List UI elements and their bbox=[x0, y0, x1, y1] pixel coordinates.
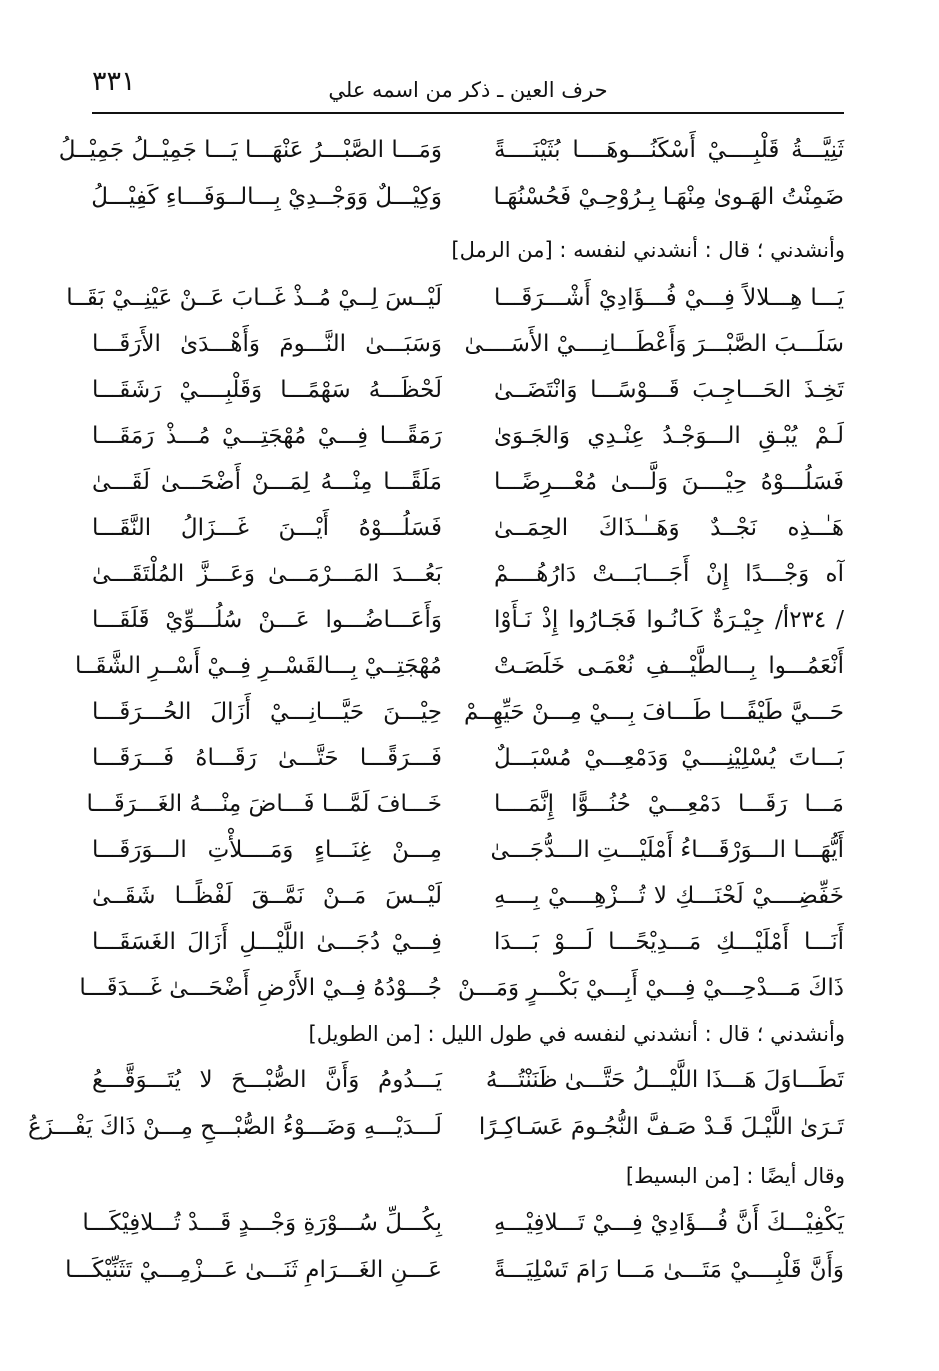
first-hemistich: تَطَـــاوَلَ هَـــذَا اللَّيْـــلُ حَتَّـــىٰ ظَنَنْتُـــهُ bbox=[485, 1067, 844, 1093]
verse-line bbox=[79, 970, 844, 1016]
verse-line bbox=[65, 1252, 844, 1299]
second-hemistich: لَحْظَـــهُ سَهْمًـــا وَقَلْبِــــيْ رَشَقَـــا bbox=[92, 377, 442, 403]
second-hemistich: بَعُـــدَ المَـــرْمَـــىٰ وَعَـــزَّ المُلْتَقَـــىٰ bbox=[92, 561, 442, 587]
verse-line bbox=[92, 694, 844, 740]
verse-block-4 bbox=[65, 1205, 844, 1299]
first-hemistich: هَـٰــذِه نَجْــدٌ وَهَــٰـذَاكَ الحِمَــىٰ bbox=[494, 515, 844, 541]
first-hemistich: تَخِـذَ الحَـــاجِـبَ قَـــوْسًـــا وَانْتَضَــىٰ bbox=[494, 377, 844, 403]
verse-line bbox=[92, 878, 844, 924]
verse-line bbox=[92, 602, 844, 648]
first-hemistich: بَـــاتَ يُسْلِيْنِــــيْ وَدَمْعِـــيْ مُسْبَـــلٌ bbox=[494, 745, 844, 771]
second-hemistich: مُهْجَتِــيْ بِـــالقَسْــرِ فِــيْ أَسْــرِ الشَّقَــا bbox=[74, 653, 442, 679]
verse-line bbox=[92, 924, 844, 970]
verse-line bbox=[92, 740, 844, 786]
second-hemistich: وَكِيْـــلٌ وَوَجْــدِيْ بِـــالــوَفَـــاءِ كَفِيْـــلُ bbox=[91, 184, 442, 210]
second-hemistich: رَمَقًـــا فِـــيْ مُهْجَتِـــيْ مُـــذْ رَمَقَـــا bbox=[92, 423, 442, 449]
second-hemistich: لَيْــسَ مَــنْ نَمَّــقَ لَفْظًــا شَقَــىٰ bbox=[92, 883, 442, 909]
second-hemistich: لَيْــسَ لِــيْ مُــذْ غَــابَ عَــنْ عَيْنِــيْ بَقَــا bbox=[66, 285, 442, 311]
second-hemistich: فَـــرَقًـــا حَتَّـــىٰ رَقَـــاهُ فَـــرَقَـــا bbox=[92, 745, 442, 771]
second-hemistich: خَـــافَ لَمَّـــا فَـــاضَ مِنْـــهُ الغَـــرَقَـــا bbox=[86, 791, 442, 817]
second-hemistich: لَـــدَيْـــهِ وَضَـــوْءُ الصُّبْـــحِ مِـــنْ ذَاكَ يَفْـــزَعُ bbox=[28, 1114, 442, 1140]
first-hemistich: لَـمْ يُبْـقِ الـــوَجْـدُ عِنْـدِي وَالجَـوَىٰ bbox=[494, 423, 844, 449]
verse-line bbox=[92, 1062, 844, 1109]
first-hemistich: سَلَـــبَ الصَّبْـــرَ وَأَعْطَـــانِــــيْ الأَسَــــىٰ bbox=[464, 331, 844, 357]
second-hemistich: مَلَقًـــا مِنْـــهُ لِمَـــنْ أَضْحَـــىٰ لَقَـــىٰ bbox=[92, 469, 442, 495]
first-hemistich: خَفِّضِــــيْ لَحْنَـــكِ لا تُـــزْهِــــيْ بِــــهِ bbox=[494, 883, 844, 909]
second-hemistich: فِـــيْ دُجَـــىٰ اللَّيْـــلِ أَزَالَ الغَسَقَـــا bbox=[92, 929, 442, 955]
second-hemistich: مِـــنْ غِنَـــاءٍ وَمَــــلأْتِ الـــوَرَقَـــا bbox=[92, 837, 442, 863]
verse-line bbox=[92, 510, 844, 556]
verse-block-2 bbox=[66, 280, 844, 1016]
first-hemistich: أَيُّهَـــا الـــوَرْقَـــاءُ أَمْلَيْـــتِ الـــدُّجَـــىٰ bbox=[490, 837, 844, 863]
second-hemistich: وَسَبَـــىٰ النَّـــومَ وَأَهْـــدَىٰ الأَرَقَـــا bbox=[92, 331, 442, 357]
first-hemistich: / ٢٣٤أ/ جِيْـرَةٌ كَـانُـوا فَجَـارُوا إِذْ نَـأَوْا bbox=[494, 607, 844, 633]
second-hemistich: وَأَعَـــاضُـــوا عَـــنْ سُلُـــوِّيْ قَلَقَـــا bbox=[92, 607, 442, 633]
verse-block-1 bbox=[58, 132, 844, 226]
verse-line bbox=[92, 418, 844, 464]
first-hemistich: يَكْفِيْـــكَ أَنَّ فُـــؤَادِيْ فِـــيْ تَـــلافِيْـــهِ bbox=[494, 1210, 844, 1236]
first-hemistich: حَـــيَّ طَيْفًـــا طَـــافَ بِـــيْ مِـــنْ حَيِّهِــمْ bbox=[463, 699, 844, 725]
second-hemistich: عَـــنِ الغَـــرَامِ ثَنَـــىٰ عَـــزْمِـــيْ تَثَنِّيْكَـــا bbox=[65, 1257, 442, 1283]
second-hemistich: جُـــوْدُهُ فِــيْ الأَرْضِ أَضْحَـــىٰ غَـــدَقَـــا bbox=[79, 975, 442, 1001]
verse-line bbox=[74, 648, 844, 694]
first-hemistich: ذَاكَ مَـــدْحِـــيْ فِـــيْ أَبِـــيْ بَكْـــرٍ وَمَـــنْ bbox=[457, 975, 844, 1001]
second-hemistich: بِكُـــلِّ سُـــوْرَةِ وَجْـــدٍ قَـــدْ تُـــلافِيْكَـــا bbox=[82, 1210, 442, 1236]
verse-line bbox=[92, 372, 844, 418]
first-hemistich: أَنَـــا أَمْلَيْـــكِ مَـــدِيْحًـــا لَـــوْ بَـــدَا bbox=[494, 929, 844, 955]
verse-line bbox=[58, 132, 844, 179]
first-hemistich: يَـــا هِـــلالاً فِـــيْ فُـــؤَادِيْ أَشْـــرَقَـــا bbox=[494, 285, 844, 311]
first-hemistich: أَنْعَمُـــوا بِـــالطَّيْـــفِ نُعْمَـى خَلَصَـتْ bbox=[494, 653, 844, 679]
verse-line bbox=[92, 556, 844, 602]
verse-line bbox=[92, 832, 844, 878]
intro-line-4: وقال أيضًا : [من البسيط] bbox=[625, 1164, 845, 1188]
first-hemistich: فَسَلُـــوْهُ حِيْــــنَ وَلَّـــىٰ مُعْـــرِضًـــا bbox=[494, 469, 844, 495]
verse-line bbox=[82, 1205, 844, 1252]
page-number: ٣٣١ bbox=[92, 66, 136, 97]
second-hemistich: حِيْـــنَ حَيَّـــانِـــيْ أَزَالَ الحُـــرَقَـــا bbox=[92, 699, 442, 725]
first-hemistich: تَـرَىٰ اللَّيْـلَ قَـدْ صَـفَّ النُّجُـومَ عَسَـاكِـرًا bbox=[478, 1114, 844, 1140]
verse-line bbox=[92, 326, 844, 372]
second-hemistich: فَسَلُـــوْهُ أَيْـــنَ غَـــزَالُ النَّقَـــا bbox=[92, 515, 442, 541]
verse-line bbox=[92, 179, 844, 226]
first-hemistich: آه وَجْـــدًا إِنْ أَجَـــابَـــتْ دَارُهُــــمْ bbox=[494, 561, 844, 587]
first-hemistich: ضَمِنْتُ الهَـوىٰ مِنْهَـا بِـرُوْحِـيْ فَحُسْنُهَـا bbox=[493, 184, 844, 210]
intro-line-3: وأنشدني ؛ قال : أنشدني لنفسه في طول الليل : [من الطويل] bbox=[308, 1022, 845, 1046]
page-header bbox=[92, 64, 844, 114]
verse-line bbox=[86, 786, 844, 832]
second-hemistich: وَمَـــا الصَّبْـــرُ عَنْهَـــا يَـــا جَمِيْــلُ جَمِيْــلُ bbox=[58, 137, 442, 163]
verse-line bbox=[28, 1109, 844, 1156]
verse-block-3 bbox=[28, 1062, 844, 1156]
verse-line bbox=[92, 464, 844, 510]
first-hemistich: مَـــا رَقَـــا دَمْعِـــيْ حُنُـــوًّا إِنَّمَــــا bbox=[494, 791, 844, 817]
running-head: حرف العين ـ ذكر من اسمه علي bbox=[328, 78, 608, 102]
second-hemistich: يَـــدُومُ وَأَنَّ الصُّبْـــحَ لا يُتَـــوَقَّـــعُ bbox=[92, 1067, 442, 1093]
intro-line-2: وأنشدني ؛ قال : أنشدني لنفسه : [من الرمل] bbox=[451, 238, 845, 262]
verse-line bbox=[66, 280, 844, 326]
first-hemistich: وَأَنَّ قَلْبِــــيْ مَتَـــىٰ مَـــا رَامَ تَسْلِيَـــةً bbox=[494, 1257, 844, 1283]
first-hemistich: ثَنِيَّـــةُ قَلْبِــــيْ أَسْكَنُـــوهَــــا بُثَيْنَــــةً bbox=[494, 137, 844, 163]
